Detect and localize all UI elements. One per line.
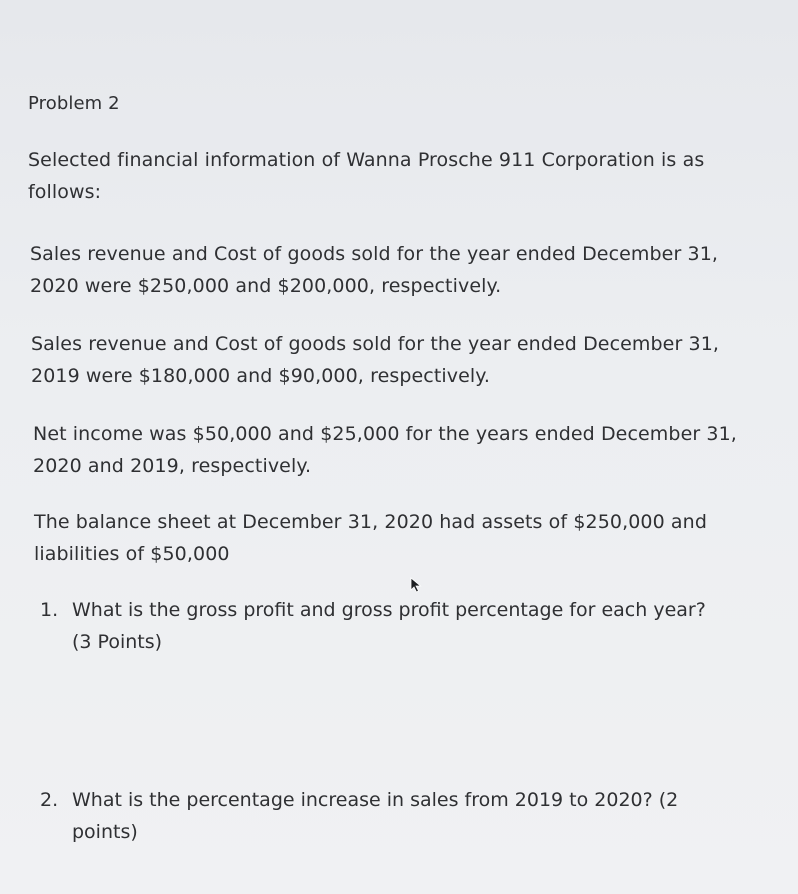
paragraph-net-income: Net income was $50,000 and $25,000 for the years ended December 31, 2020 and 2019, respectively. — [33, 423, 737, 477]
intro-text: Selected financial information of Wanna Prosche 911 Corporation is as follows: — [28, 149, 705, 203]
question-text: What is the gross profit and gross profit percentage for each year? — [72, 599, 706, 621]
problem-title: Problem 2 — [28, 93, 120, 114]
question-1 — [40, 594, 762, 658]
question-points: (3 Points) — [72, 631, 163, 653]
question-number: 2. — [40, 789, 59, 811]
paragraph-sales-2020: Sales revenue and Cost of goods sold for the year ended December 31, 2020 were $250,000 and $200,000, respectively. — [30, 243, 719, 297]
question-points: points) — [72, 821, 138, 843]
mouse-pointer-icon — [410, 577, 422, 593]
question-text: What is the percentage increase in sales from 2019 to 2020? (2 — [72, 789, 679, 811]
question-number: 1. — [40, 599, 59, 621]
paragraph-balance-sheet: The balance sheet at December 31, 2020 had assets of $250,000 and liabilities of $50,000 — [34, 511, 707, 565]
paragraph-sales-2019: Sales revenue and Cost of goods sold for the year ended December 31, 2019 were $180,000 and $90,000, respectively. — [31, 333, 720, 387]
question-2 — [40, 784, 762, 848]
